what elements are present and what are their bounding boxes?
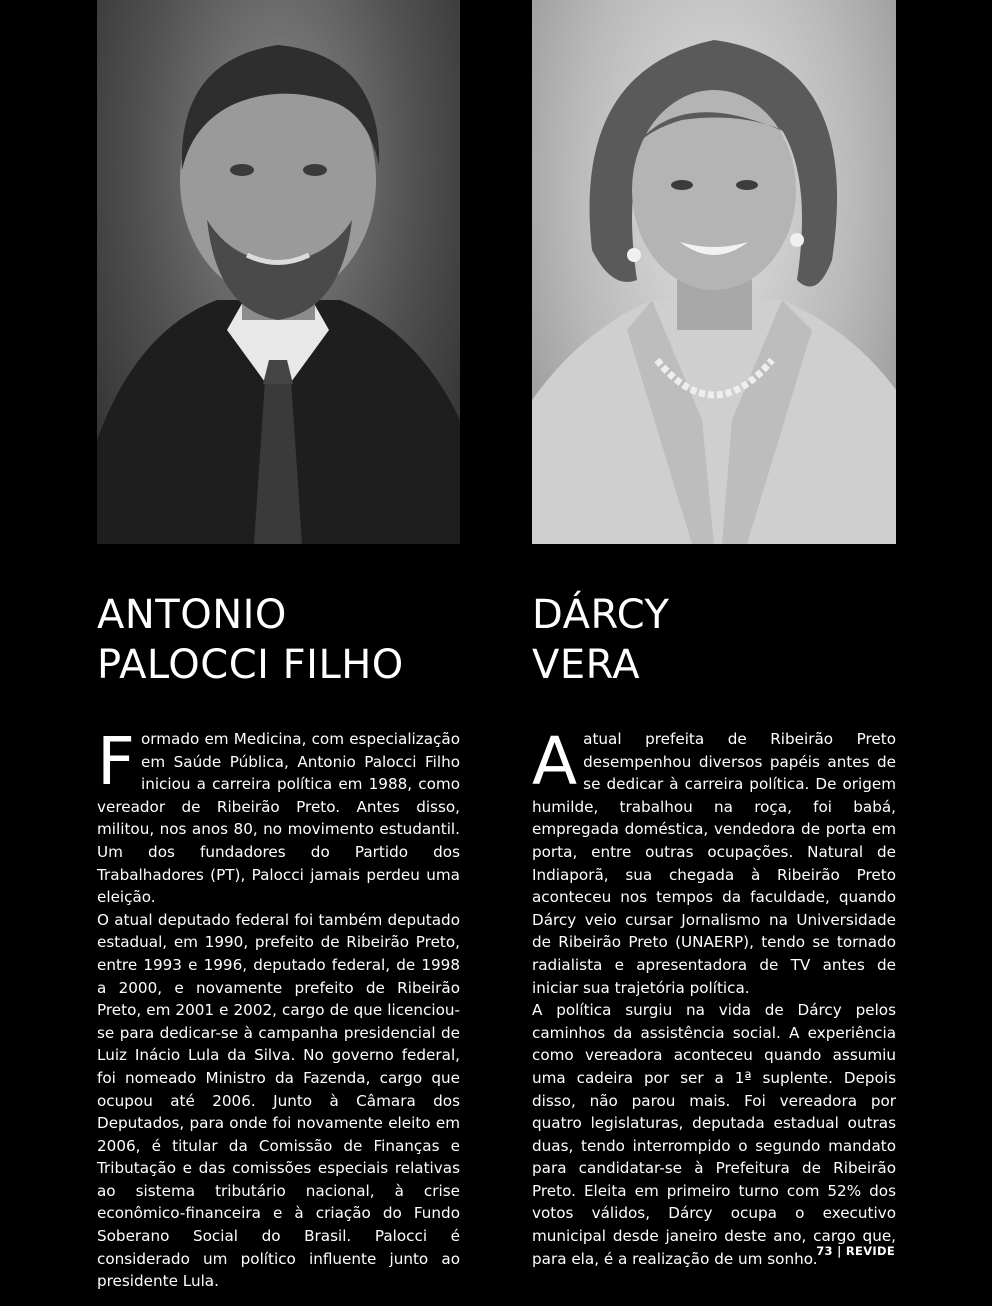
name-line-1: ANTONIO xyxy=(97,592,287,638)
name-line-2: VERA xyxy=(532,642,641,688)
profile-name-antonio-palocci xyxy=(97,590,467,690)
drop-cap: F xyxy=(97,723,135,800)
name-line-1: DÁRCY xyxy=(532,592,670,638)
article-body-darcy-vera xyxy=(532,723,896,1270)
body-paragraph xyxy=(532,723,896,999)
portrait-darcy-vera xyxy=(532,0,896,544)
article-body-antonio-palocci xyxy=(97,723,460,1293)
paragraph-text: atual prefeita de Ribeirão Preto desempenhou diversos papéis antes de se dedicar à carreira política. De origem humilde, trabalhou na roça, foi babá, empregada doméstica, vendedora de porta em porta, entre outras ocupações. Natural de Indiaporã, sua chegada à Ribeirão Preto aconteceu nos tempos da faculdade, quando Dárcy veio cursar Jornalismo na Universidade de Ribeirão Preto (UNAERP), tendo se tornado radialista e apresentadora de TV antes de iniciar sua trajetória política. xyxy=(532,730,896,997)
body-paragraph xyxy=(97,723,460,909)
body-paragraph: A política surgiu na vida de Dárcy pelos caminhos da assistência social. A experiência como vereadora aconteceu quando assumiu uma cadeira por ser a 1ª suplente. Depois disso, não parou mais. Foi vereadora por quatro legislaturas, deputada estadual outras duas, tendo interrompido o segundo mandato para candidatar-se à Prefeitura de Ribeirão Preto. Eleita em primeiro turno com 52% dos votos válidos, Dárcy ocupa o executivo municipal desde janeiro deste ano, cargo que, para ela, é a realização de um sonho. xyxy=(532,1001,896,1268)
portrait-antonio-palocci xyxy=(97,0,460,544)
name-line-2: PALOCCI FILHO xyxy=(97,642,404,688)
paragraph-text: ormado em Medicina, com especialização em Saúde Pública, Antonio Palocci Filho iniciou a carreira política em 1988, como vereador de Ribeirão Preto. Antes disso, militou, nos anos 80, no movimento estudantil. Um dos fundadores do Partido dos Trabalhadores (PT), Palocci jamais perdeu uma eleição. xyxy=(97,730,460,907)
body-paragraph: O atual deputado federal foi também deputado estadual, em 1990, prefeito de Ribeirão Preto, entre 1993 e 1996, deputado federal, de 1998 a 2000, e novamente prefeito de Ribeirão Preto, em 2001 e 2002, cargo de que licenciou-se para dedicar-se à campanha presidencial de Luiz Inácio Lula da Silva. No governo federal, foi nomeado Ministro da Fazenda, cargo que ocupou até 2006. Junto à Câmara dos Deputados, para onde foi novamente eleito em 2006, é titular da Comissão de Finanças e Tributação e das comissões especiais relativas ao sistema tributário nacional, à crise econômico-financeira e à criação do Fundo Soberano Social do Brasil. Palocci é considerado um político influente junto ao presidente Lula. xyxy=(97,910,460,1291)
profile-name-darcy-vera xyxy=(532,590,896,690)
page-footer: 73 | REVIDE xyxy=(816,1244,895,1258)
drop-cap: A xyxy=(532,723,578,800)
